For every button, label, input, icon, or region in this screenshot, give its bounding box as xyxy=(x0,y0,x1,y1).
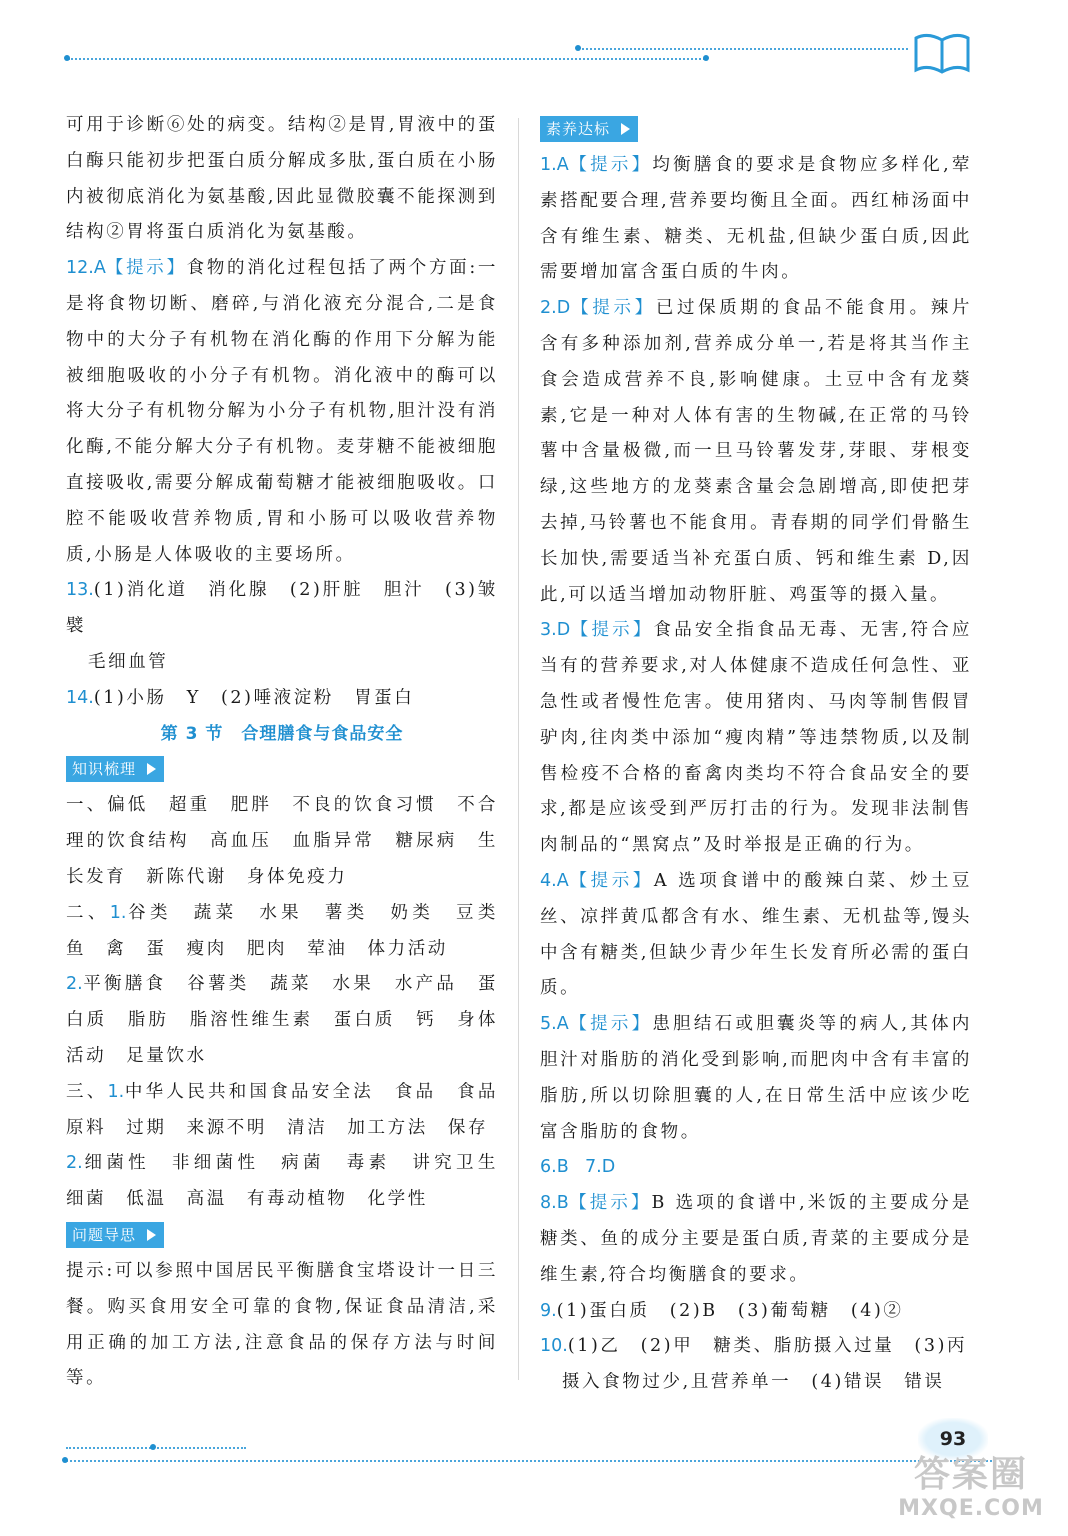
knowledge-1 xyxy=(66,788,498,895)
answer-10 xyxy=(540,1329,972,1365)
answer-number: 8.B xyxy=(540,1193,569,1214)
answer-number: 13. xyxy=(66,580,94,601)
play-arrow-icon xyxy=(147,1229,156,1241)
tag-question xyxy=(66,1222,164,1248)
answer-number: 3.D xyxy=(540,620,571,641)
hint-label: 【提示】 xyxy=(570,298,656,319)
answer-number: 9. xyxy=(540,1300,557,1321)
right-column xyxy=(540,108,972,1401)
answer-1 xyxy=(540,148,972,291)
answer-6-7 xyxy=(540,1150,972,1186)
item-text: 偏低 超重 肥胖 不良的饮食习惯 不合理的饮食结构 高血压 血脂异常 糖尿病 生长发育 新陈代谢 身体免疫力 xyxy=(66,795,499,887)
hint-label: 【提示】 xyxy=(568,870,654,891)
item-number: 2. xyxy=(66,1153,83,1174)
answer-14 xyxy=(66,681,498,717)
answer-8 xyxy=(540,1186,972,1293)
answer-number: 12.A xyxy=(66,258,106,279)
answer-5 xyxy=(540,1007,972,1150)
column-divider xyxy=(518,118,519,1380)
left-column xyxy=(66,108,519,1397)
continued-answer-text: 可用于诊断⑥处的病变。结构②是胃,胃液中的蛋白酶只能初步把蛋白质分解成多肽,蛋白质在小肠内被彻底消化为氨基酸,因此显微胶囊不能探测到结构②胃将蛋白质消化为氨基酸。 xyxy=(66,115,498,243)
knowledge-3-1 xyxy=(66,1075,498,1147)
tag-label: 问题导思 xyxy=(72,1225,137,1244)
answer-13 xyxy=(66,573,498,645)
footer-dot xyxy=(150,1444,156,1450)
play-arrow-icon xyxy=(621,123,630,135)
item-label: 一、 xyxy=(66,795,108,816)
header-dotted-rule-upper xyxy=(578,48,908,50)
item-number: 1. xyxy=(109,902,127,923)
answer-9 xyxy=(540,1294,972,1330)
answer-text: 食品安全指食品无毒、无害,符合应当有的营养要求,对人体健康不造成任何急性、亚急性或者慢性危害。使用猪肉、马肉等制售假冒驴肉,往肉类中添加“瘦肉精”等违禁物质,以及制售检疫不合格的畜禽肉类均不符合食品安全的要求,都是应该受到严厉打击的行为。发现非法制售肉制品的“黑窝点”及时举报是正确的行为。 xyxy=(540,620,972,856)
knowledge-2-2 xyxy=(66,967,498,1074)
tag-knowledge xyxy=(66,756,164,782)
answer-number: 7.D xyxy=(585,1157,616,1178)
watermark-url: MXQE.COM xyxy=(898,1496,1044,1521)
hint-label: 【提示】 xyxy=(105,258,187,279)
question-guide-text: 提示:可以参照中国居民平衡膳食宝塔设计一日三餐。购买食用安全可靠的食物,保证食品清洁,采用正确的加工方法,注意食品的保存方法与时间等。 xyxy=(66,1260,498,1389)
answer-text: 已过保质期的食品不能食用。辣片含有多种添加剂,营养成分单一,若是将其当作主食会造成营养不良,影响健康。土豆中含有龙葵素,它是一种对人体有害的生物碱,在正常的马铃薯中含量极微,而一旦马铃薯发芽,芽眼、芽根变绿,这些地方的龙葵素含量会急剧增高,即使把芽去掉,马铃薯也不能食用。青春期的同学们骨骼生长加快,需要适当补充蛋白质、钙和维生素 D,因此,可以适当增加动物肝脏、鸡蛋等的摄入量。 xyxy=(540,298,972,605)
hint-label: 【提示】 xyxy=(568,1014,653,1035)
header-dot xyxy=(64,55,70,61)
answer-10-continued: 摄入食物过少,且营养单一 (4)错误 错误 xyxy=(562,1372,945,1393)
answer-text: 患胆结石或胆囊炎等的病人,其体内胆汁对脂肪的消化受到影响,而肥肉中含有丰富的脂肪,所以切除胆囊的人,在日常生活中应该少吃富含脂肪的食物。 xyxy=(540,1014,972,1142)
answer-number: 4.A xyxy=(540,870,569,891)
watermark-logo xyxy=(886,1454,1056,1530)
answer-text: (1)乙 (2)甲 糖类、脂肪摄入过量 (3)丙 xyxy=(567,1336,968,1357)
answer-12 xyxy=(66,251,498,573)
tag-label: 素养达标 xyxy=(546,120,611,138)
answer-13-continued: 毛细血管 xyxy=(88,651,169,672)
watermark-text: 答案圈 xyxy=(913,1454,1028,1495)
answer-text: (1)蛋白质 (2)B (3)葡萄糖 (4)② xyxy=(556,1300,904,1321)
item-text: 细菌性 非细菌性 病菌 毒素 讲究卫生 细菌 低温 高温 有毒动植物 化学性 xyxy=(66,1153,519,1210)
hint-label: 【提示】 xyxy=(568,1193,652,1214)
header-dot xyxy=(575,45,581,51)
play-arrow-icon xyxy=(147,763,156,775)
answer-2 xyxy=(540,291,972,613)
answer-3 xyxy=(540,613,972,864)
tag-label: 知识梳理 xyxy=(72,760,137,779)
answer-number: 10. xyxy=(540,1336,568,1357)
header-dot xyxy=(703,55,709,61)
item-text: 谷类 蔬菜 水果 薯类 奶类 豆类 鱼 禽 蛋 瘦肉 肥肉 荤油 体力活动 xyxy=(66,902,519,959)
answer-text: (1)消化道 消化腺 (2)肝脏 胆汁 (3)皱襞 xyxy=(66,580,498,637)
book-icon xyxy=(912,30,972,76)
hint-label: 【提示】 xyxy=(570,620,654,641)
answer-text: 食物的消化过程包括了两个方面:一是将食物切断、磨碎,与消化液充分混合,二是食物中的大分子有机物在消化酶的作用下分解为能被细胞吸收的小分子有机物。消化液中的酶可以将大分子有机物分解为小分子有机物,胆汁没有消化酶,不能分解大分子有机物。麦芽糖不能被细胞直接吸收,需要分解成葡萄糖才能被细胞吸收。口腔不能吸收营养物质,胃和小肠可以吸收营养物质,小肠是人体吸收的主要场所。 xyxy=(66,258,499,565)
item-text: 中华人民共和国食品安全法 食品 食品原料 过期 来源不明 清洁 加工方法 保存 xyxy=(66,1081,498,1138)
tag-standard xyxy=(540,116,638,142)
footer-dot xyxy=(62,1457,68,1463)
section-title: 第 3 节 合理膳食与食品安全 xyxy=(160,723,404,744)
knowledge-2-1 xyxy=(66,896,519,968)
footer-dotted-rule xyxy=(66,1460,996,1462)
item-text: 平衡膳食 谷薯类 蔬菜 水果 水产品 蛋白质 脂肪 脂溶性维生素 蛋白质 钙 身体活动 足量饮水 xyxy=(66,974,498,1066)
answer-text: 均衡膳食的要求是食物应多样化,荤素搭配要合理,营养要均衡且全面。西红柿汤面中含有维生素、糖类、无机盐,但缺少蛋白质,因此需要增加富含蛋白质的牛肉。 xyxy=(540,155,972,283)
hint-label: 【提示】 xyxy=(568,155,653,175)
item-number: 1. xyxy=(107,1081,125,1102)
answer-text: A 选项食谱中的酸辣白菜、炒土豆丝、凉拌黄瓜都含有水、维生素、无机盐等,馒头中含有糖类,但缺少青少年生长发育所必需的蛋白质。 xyxy=(540,870,972,999)
footer-dotted-rule-upper xyxy=(66,1447,246,1449)
answer-number: 6.B xyxy=(540,1157,569,1178)
answer-number: 5.A xyxy=(540,1014,569,1035)
answer-number: 1.A xyxy=(540,155,569,175)
header-dotted-rule xyxy=(68,58,708,60)
answer-4 xyxy=(540,864,972,1007)
item-label: 三、 xyxy=(66,1081,108,1102)
page-number: 93 xyxy=(918,1418,988,1460)
item-number: 2. xyxy=(66,974,83,995)
answer-text: (1)小肠 Y (2)唾液淀粉 胃蛋白 xyxy=(93,687,415,708)
answer-number: 2.D xyxy=(540,298,571,319)
answer-text: B 选项的食谱中,米饭的主要成分是糖类、鱼的成分主要是蛋白质,青菜的主要成分是维生素,符合均衡膳食的要求。 xyxy=(540,1193,972,1285)
item-label: 二、 xyxy=(66,902,110,923)
knowledge-3-2 xyxy=(66,1146,519,1218)
answer-number: 14. xyxy=(66,687,94,708)
